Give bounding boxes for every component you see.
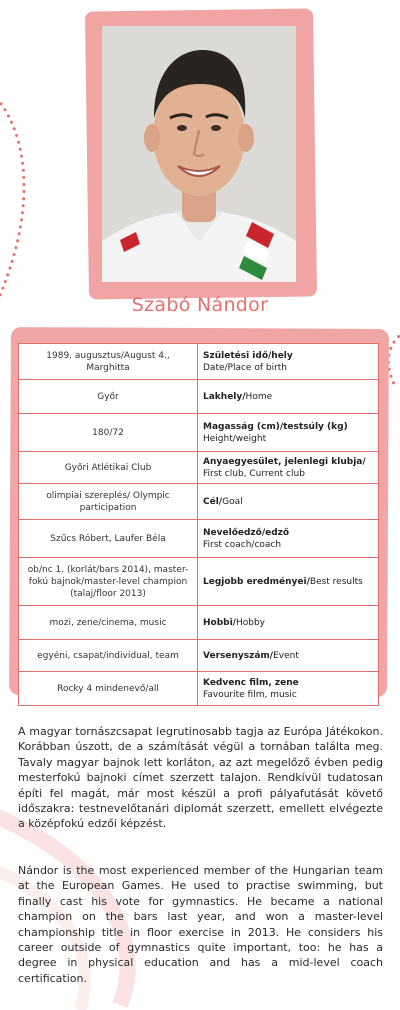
table-cell-value: 180/72	[19, 414, 198, 452]
table-cell-value: Győri Atlétikai Club	[19, 452, 198, 484]
label-english: First coach/coach	[203, 539, 282, 550]
label-english: Best results	[309, 576, 363, 587]
label-english: Hobby	[235, 617, 266, 628]
table-cell-value: ob/nc 1. (korlát/bars 2014), master-fokú bajnok/master-level champion (talaj/floor 2013)	[19, 558, 198, 606]
table-cell-value: Győr	[19, 380, 198, 414]
table-row	[19, 380, 379, 414]
table-cell-value: 1989. augusztus/August 4., Marghitta	[19, 344, 198, 380]
table-row	[19, 606, 379, 640]
table-cell-value: Szűcs Róbert, Laufer Béla	[19, 520, 198, 558]
label-hungarian: Magasság (cm)/testsúly (kg)	[203, 421, 348, 432]
label-hungarian: Legjobb eredményei/	[203, 576, 310, 587]
table-cell-value: mozi, zene/cinema, music	[19, 606, 198, 640]
table-cell-value: olimpiai szereplés/ Olympic participation	[19, 484, 198, 520]
table-row	[19, 484, 379, 520]
table-cell-label	[198, 640, 379, 672]
label-english: Event	[273, 650, 299, 661]
table-cell-label	[198, 606, 379, 640]
label-hungarian: Hobbi/	[203, 617, 236, 628]
label-hungarian: Születési idő/hely	[203, 350, 293, 361]
table-cell-label	[198, 452, 379, 484]
label-hungarian: Nevelőedző/edző	[203, 527, 290, 538]
label-english: Home	[245, 391, 273, 402]
table-cell-label	[198, 520, 379, 558]
athlete-name: Szabó Nándor	[131, 294, 269, 316]
label-hungarian: Versenyszám/	[203, 650, 274, 661]
table-cell-label	[198, 672, 379, 706]
bio-paragraph-hungarian: A magyar tornászcsapat legrutinosabb tagja az Európa Játékokon. Korábban úszott, de a számítását végül a tornában találta meg. Tavaly magyar bajnok lett korláton, az azt megelőző évben pedig mesterfokú bajnoki címet szerzett talajon. Rendkívül tudatosan építi fel magát, már most készül a profi pályafutását követő időszakra: testnevelőtanári diplomát szerzett, emellett elvégezte a középfokú edzői képzést.	[18, 725, 383, 831]
table-row	[19, 414, 379, 452]
label-hungarian: Anyaegyesület, jelenlegi klubja/	[203, 456, 366, 467]
table-cell-label	[198, 414, 379, 452]
label-english: Favourite film, music	[203, 689, 297, 700]
table-cell-label	[198, 380, 379, 414]
athlete-portrait	[102, 26, 296, 282]
table-row	[19, 452, 379, 484]
label-english: Height/weight	[203, 433, 267, 444]
label-hungarian: Lakhely/	[203, 391, 246, 402]
table-cell-label	[198, 344, 379, 380]
label-hungarian: Cél/	[203, 496, 223, 507]
label-english: First club, Current club	[203, 468, 305, 479]
athlete-info-table	[18, 343, 379, 706]
label-english: Goal	[222, 496, 243, 507]
table-cell-label	[198, 558, 379, 606]
table-row	[19, 520, 379, 558]
table-row	[19, 344, 379, 380]
table-cell-value: Rocky 4 mindenevő/all	[19, 672, 198, 706]
bio-paragraph-english: Nándor is the most experienced member of the Hungarian team at the European Games. He used to practise swimming, but finally cast his vote for gymnastics. He became a national champion on the bars last year, and won a master-level championship title in floor exercise in 2013. He considers his career outside of gymnastics quite important, too: he has a degree in physical education and has a mid-level coach certification.	[18, 864, 383, 985]
table-row	[19, 558, 379, 606]
table-cell-value: egyéni, csapat/individual, team	[19, 640, 198, 672]
table-cell-label	[198, 484, 379, 520]
label-english: Date/Place of birth	[203, 362, 288, 373]
decorative-dotted-curve-left	[0, 70, 50, 300]
table-row	[19, 672, 379, 706]
label-hungarian: Kedvenc film, zene	[203, 677, 299, 688]
table-row	[19, 640, 379, 672]
